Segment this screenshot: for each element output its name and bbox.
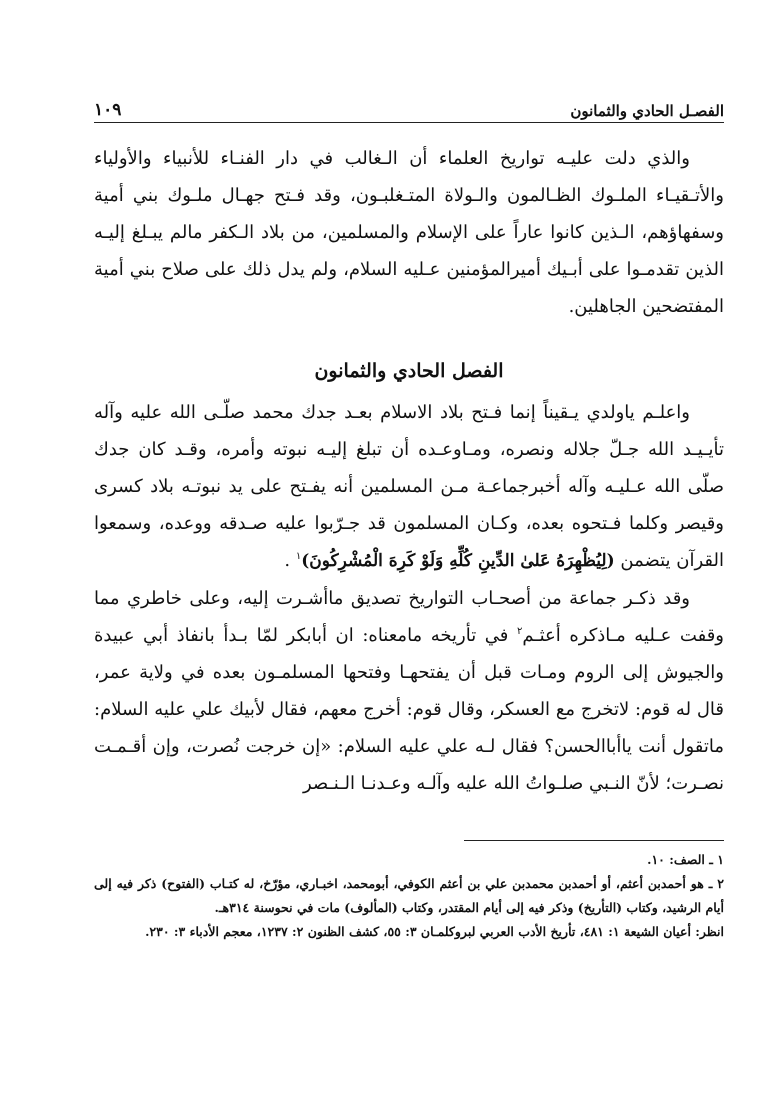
page-number: ١٠٩: [94, 100, 122, 120]
paragraph-3: [94, 580, 724, 802]
paragraph-2-text: واعلـم ياولدي يـقيناً إنما فـتح بلاد الاسلام بعـد جدك محمد صلّـى الله عليه وآله تأيـيـد الله جـلّ جلاله ونصره، ومـاوعـده أن تبلغ إليـه نبوته وأمره، وقـد كان جدك صلّى الله عـليـه وآله أخبرجماعـة مـن المسلمين أنه يفـتح على يد نبوتـه بلاد كسرى وقيصر وكلما فـتحوه بعده، وكـان المسلمون قد جـرّبوا عليه صـدقه ووعده، وسمعوا القرآن يتضمن: [94, 402, 724, 571]
paragraph-3-text-a: وقد ذكـر جماعة من أصحـاب التواريخ تصديق ماأشـرت إليه، وعلى خاطري مما وقفت عـليه مـاذكره أعثـم: [94, 588, 724, 646]
page-header: [94, 86, 724, 123]
paragraph-3-text-b: في تأريخه مامعناه: ان أبابكر لمّا بـدأ بانفاذ أبي عبيدة والجيوش إلى الروم ومـات قبل أن يفتحهـا وفتحها المسلمـون بعده في ولاية عمر، قال له قوم: لاتخرج مع العسكر، وقال قوم: أخرج معهم، فقال لأبيك علي عليه السلام: ماتقول أنت ياأباالحسن؟ فقال لـه علي عليه السلام: «إن خرجت نُصرت، وإن أقـمـت نصـرت؛ لأنّ النـبي صلـواتُ الله عليه وآلـه وعـدنـا الـنـصر: [94, 625, 724, 794]
footnote-2: ٢ ـ هو أحمدبن أعثم، أو أحمدبن محمدبن علي بن أعثم الكوفي، أبومحمد، اخبـاري، مؤرّخ، له كتـاب (الفتوح) ذكر فيه إلى أيام الرشيد، وكتاب (التأريخ) وذكر فيه إلى أيام المقتدر، وكتاب (المألوف) مات في نحوسنة ٣١٤هـ.: [94, 876, 724, 915]
quran-verse: (لِيُظْهِرَهُ عَلىٰ الدِّينِ كُلِّهِ وَلَوْ كَرِهَ الْمُشْرِكُونَ): [301, 551, 615, 571]
paragraph-1-text: والذي دلت عليـه تواريخ العلماء أن الـغالب في دار الفنـاء للأنبياء والأولياء والأتـقيـاء الملـوك الظـالمون والـولاة المتـغلبـون، وقد فـتح جهـال ملـوك بني أمية وسفهاؤهم، الـذين كانوا عاراً على الإسلام والمسلمين، من بلاد الـكفر مالم يبـلغ إليـه الذين تقدمـوا على أبـيك أميرالمؤمنين عـليه السلام، ولم يدل ذلك على صلاح بني أمية المفتضحين الجاهلين.: [94, 148, 724, 317]
chapter-title: الفصل الحادي والثمانون: [314, 360, 504, 382]
footnote-2-sources: انظر: أعيان الشيعة ١: ٤٨١، تأريخ الأدب العربي لبروكلمـان ٣: ٥٥، كشف الظنون ٢: ١٢٣٧، معجم الأدباء ٣: ٢٣٠.: [145, 924, 724, 939]
paragraph-2-end: .: [284, 550, 291, 571]
paragraph-1: [94, 140, 724, 325]
footnote-ref-2: ٢: [516, 626, 523, 637]
paragraph-3-body: [94, 580, 724, 802]
running-title: الفصـل الحادي والثمانون: [570, 102, 724, 120]
paragraph-2-body: [94, 394, 724, 580]
footnote-divider: [464, 840, 724, 841]
footnotes: [94, 848, 724, 944]
footnote-ref-1: ١: [295, 551, 302, 562]
paragraph-2: [94, 394, 724, 580]
footnote-1: ١ ـ الصف: ١٠.: [647, 852, 724, 867]
